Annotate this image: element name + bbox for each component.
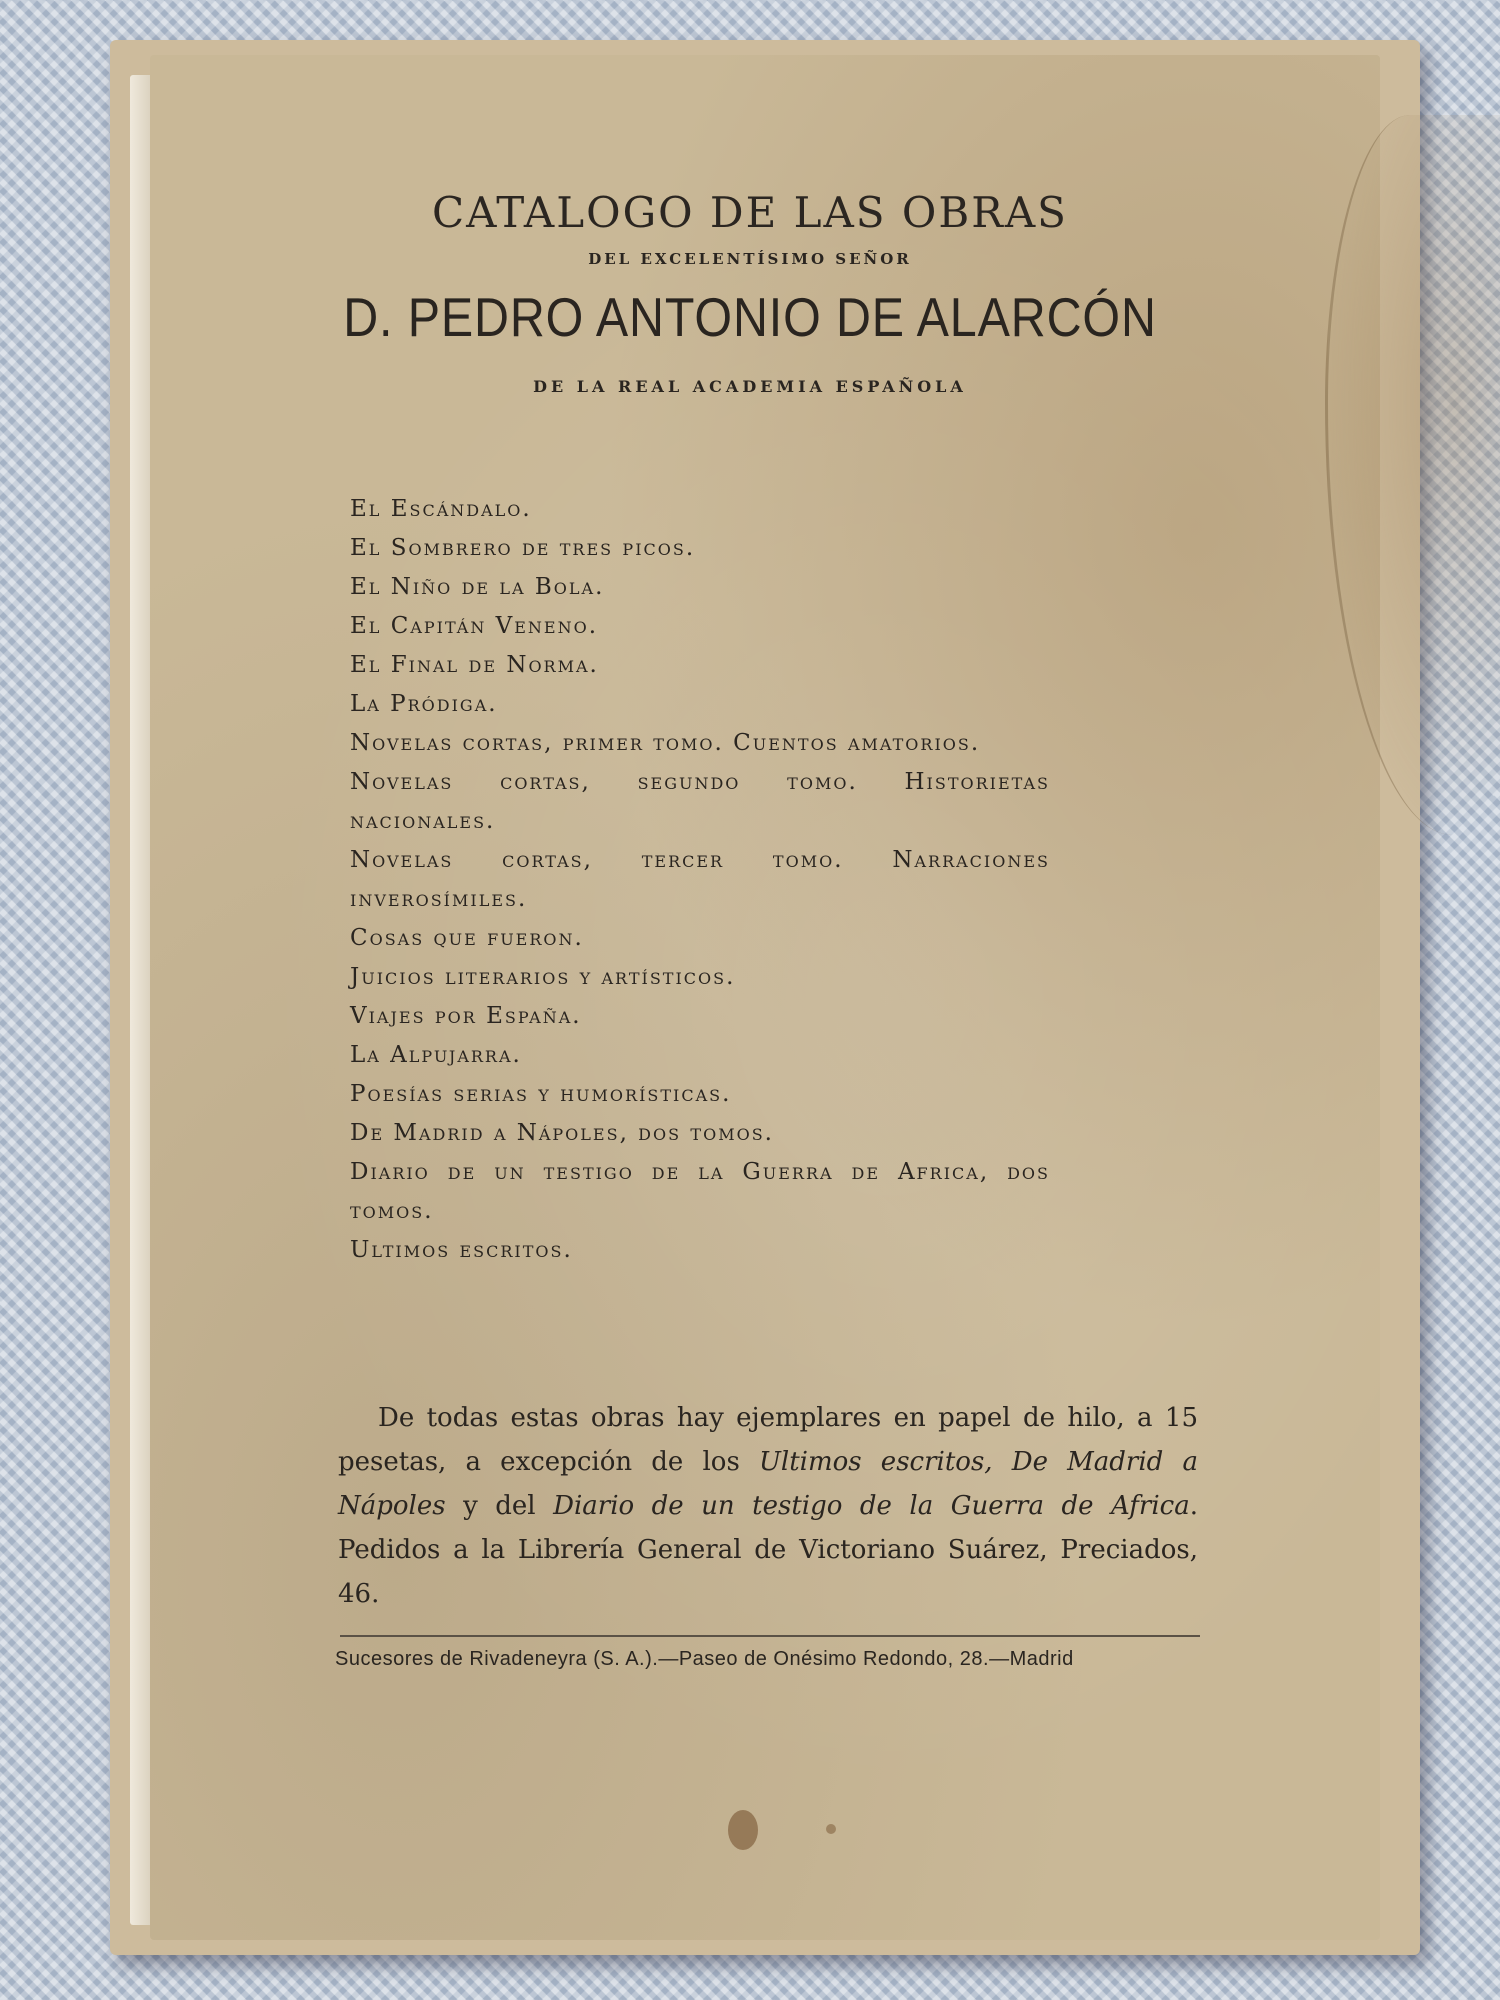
works-list [350, 490, 1050, 1270]
work-item: Ultimos escritos. [350, 1237, 573, 1263]
work-item: Diario de un testigo de la Guerra de Africa, dos tomos. [350, 1159, 1050, 1224]
work-item: Poesías serias y humorísticas. [350, 1081, 732, 1107]
work-item: La Pródiga. [350, 691, 498, 717]
work-item: Viajes por España. [350, 1003, 582, 1029]
author-affiliation: DE LA REAL ACADEMIA ESPAÑOLA [533, 377, 967, 396]
work-item: Juicios literarios y artísticos. [350, 964, 736, 990]
printer-imprint: Sucesores de Rivadeneyra (S. A.).—Paseo de Onésimo Redondo, 28.—Madrid [335, 1648, 1074, 1670]
work-item: Novelas cortas, tercer tomo. Narraciones inverosímiles. [350, 847, 1050, 912]
availability-note [338, 1396, 1198, 1616]
catalog-subtitle: DEL EXCELENTÍSIMO SEÑOR [588, 250, 912, 268]
note-text: De todas estas obras hay ejemplares en papel de hilo, a 15 pesetas, a excepción de los [338, 1403, 1198, 1477]
work-item: De Madrid a Nápoles, dos tomos. [350, 1120, 774, 1146]
work-item: Novelas cortas, primer tomo. Cuentos amatorios. [350, 730, 981, 756]
note-italic-title: Diario de un testigo de la Guerra de Africa [553, 1491, 1190, 1521]
work-item: La Alpujarra. [350, 1042, 522, 1068]
note-text: y del [445, 1491, 554, 1521]
work-item: El Escándalo. [350, 496, 532, 522]
note-text: . Pedidos a la Librería General de Victoriano Suárez, Preciados, 46. [338, 1491, 1199, 1609]
work-item: Novelas cortas, segundo tomo. Historietas nacionales. [350, 769, 1050, 834]
catalog-title: CATALOGO DE LAS OBRAS [432, 188, 1068, 237]
work-item: El Capitán Veneno. [350, 613, 599, 639]
stain-spot [826, 1824, 836, 1834]
work-item: El Niño de la Bola. [350, 574, 605, 600]
work-item: El Final de Norma. [350, 652, 599, 678]
work-item: Cosas que fueron. [350, 925, 584, 951]
work-item: El Sombrero de tres picos. [350, 535, 696, 561]
note-italic-titles: Ultimos escritos, De Madrid a Nápoles [338, 1447, 1198, 1521]
divider [340, 1635, 1200, 1637]
stain-spot [728, 1810, 758, 1850]
author-name: D. PEDRO ANTONIO DE ALARCÓN [343, 286, 1157, 348]
